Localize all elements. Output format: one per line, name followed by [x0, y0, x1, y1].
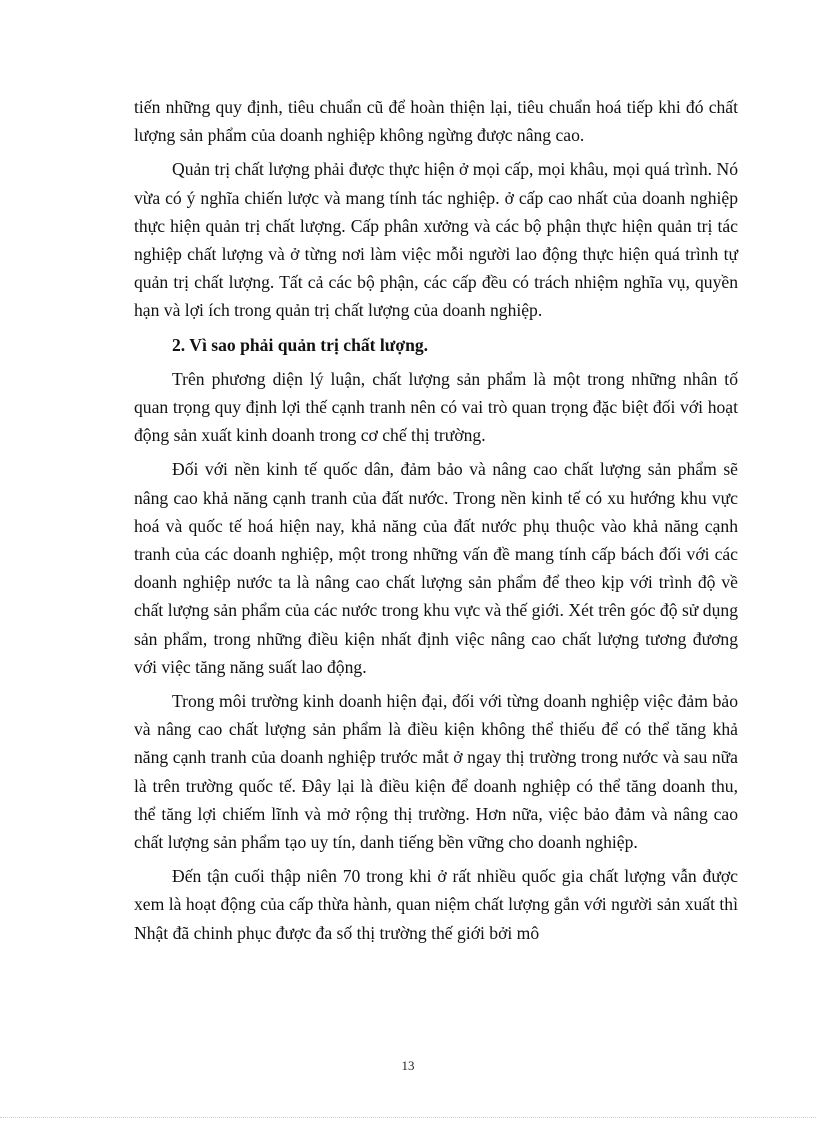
- paragraph-theory: Trên phương diện lý luận, chất lượng sản phẩm là một trong những nhân tố quan trọng quy định lợi thế cạnh tranh nên có vai trò quan trọng đặc biệt đối với hoạt động sản xuất kinh doanh trong cơ chế thị trường.: [134, 368, 738, 446]
- paragraph-japan-seventies: Đến tận cuối thập niên 70 trong khi ở rất nhiều quốc gia chất lượng vẫn được xem là hoạt động của cấp thừa hành, quan niệm chất lượng gắn với người sản xuất thì Nhật đã chinh phục được đa số thị trường thế giới bởi mô: [134, 866, 738, 943]
- paragraph-quality-management-levels: Quản trị chất lượng phải được thực hiện ở mọi cấp, mọi khâu, mọi quá trình. Nó vừa có ý nghĩa chiến lược và mang tính tác nghiệp. ở cấp cao nhất của doanh nghiệp thực hiện quản trị chất lượng. Cấp phân xưởng và các bộ phận thực hiện quản trị tác nghiệp chất lượng và ở từng nơi làm việc mỗi người lao động thực hiện quá trình tự quản trị chất lượng. Tất cả các bộ phận, các cấp đều có trách nhiệm nghĩa vụ, quyền hạn và lợi ích trong quản trị chất lượng của doanh nghiệp.: [134, 159, 738, 321]
- paragraph-business-environment: Trong môi trường kinh doanh hiện đại, đối với từng doanh nghiệp việc đảm bảo và nâng cao chất lượng sản phẩm là điều kiện không thể thiếu để có thể tăng khả năng cạnh tranh của doanh nghiệp trước mắt ở ngay thị trường trong nước và sau nữa là trên trường quốc tế. Đây lại là điều kiện để doanh nghiệp có thể tăng doanh thu, thể tăng lợi chiếm lĩnh và mở rộng thị trường. Hơn nữa, việc bảo đảm và nâng cao chất lượng sản phẩm tạo uy tín, danh tiếng bền vững cho doanh nghiệp.: [134, 691, 738, 853]
- paragraph-national-economy: Đối với nền kinh tế quốc dân, đảm bảo và nâng cao chất lượng sản phẩm sẽ nâng cao khả năng cạnh tranh của đất nước. Trong nền kinh tế có xu hướng khu vực hoá và quốc tế hoá hiện nay, khả năng của đất nước phụ thuộc vào khả năng cạnh tranh của các doanh nghiệp, một trong những vấn đề mang tính cấp bách đối với các doanh nghiệp nước ta là nâng cao chất lượng sản phẩm để theo kịp với trình độ về chất lượng sản phẩm của các nước trong khu vực và thế giới. Xét trên góc độ sử dụng sản phẩm, trong những điều kiện nhất định việc nâng cao chất lượng tương đương với việc tăng năng suất lao động.: [134, 459, 738, 677]
- page-bottom-divider: [0, 1117, 816, 1118]
- document-body: [134, 93, 738, 953]
- paragraph-continuation: tiến những quy định, tiêu chuẩn cũ để hoàn thiện lại, tiêu chuẩn hoá tiếp khi đó chất lượng sản phẩm của doanh nghiệp không ngừng được nâng cao.: [134, 97, 738, 146]
- section-heading: 2. Vì sao phải quản trị chất lượng.: [172, 334, 429, 355]
- page-number: 13: [401, 1058, 415, 1073]
